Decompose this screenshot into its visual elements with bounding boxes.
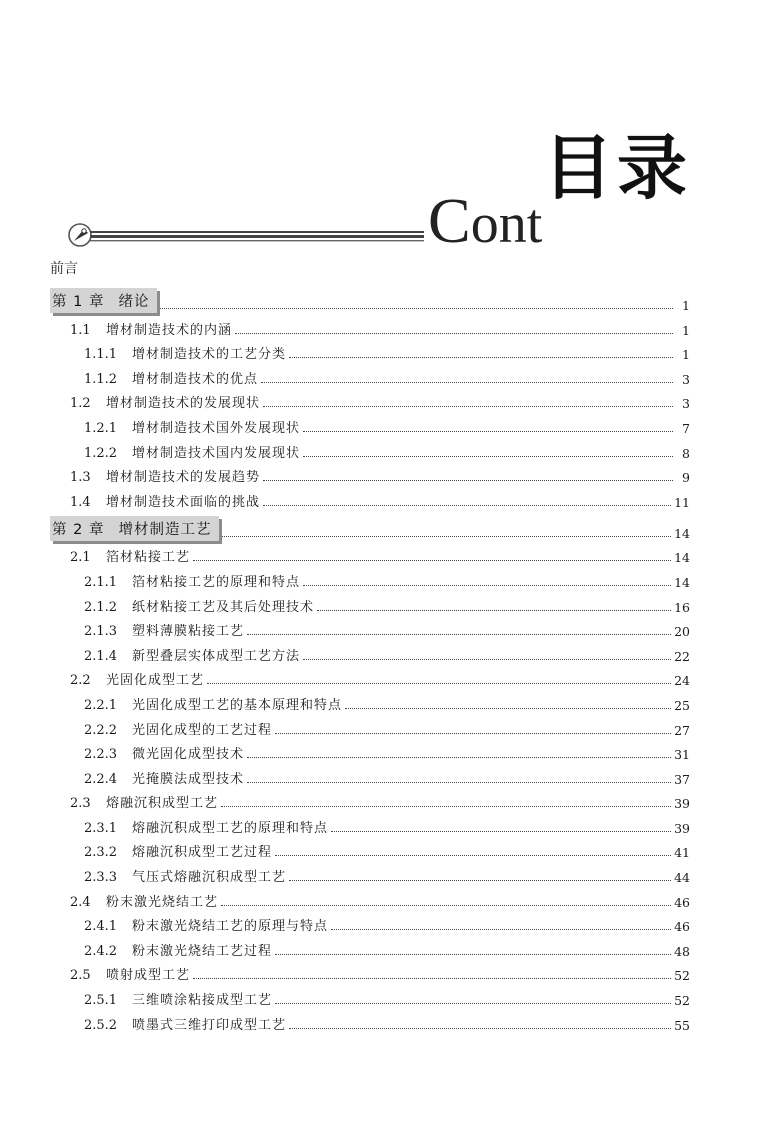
section-number: 1.1.1	[84, 347, 118, 363]
toc-section-row[interactable]	[50, 885, 690, 910]
toc-section-row[interactable]	[50, 787, 690, 812]
section-number: 1.1.2	[84, 371, 118, 387]
dot-leader	[221, 904, 671, 906]
page-number: 3	[682, 371, 690, 387]
page-number: 39	[674, 820, 690, 836]
page-number: 1	[682, 298, 690, 313]
page-number: 3	[682, 396, 690, 412]
chapter-number: 第 2 章	[52, 521, 105, 538]
toc-section-row[interactable]	[50, 664, 690, 689]
section-number: 2.3.3	[84, 870, 118, 886]
section-title: 增材制造技术国外发展现状	[132, 420, 301, 436]
section-number: 2.1.3	[84, 624, 118, 640]
page-number: 14	[674, 525, 690, 541]
toc-section-row[interactable]	[50, 959, 690, 984]
chapter-number: 第 1 章	[52, 294, 105, 310]
page-number: 8	[682, 445, 690, 461]
section-title: 光固化成型工艺的基本原理和特点	[132, 697, 343, 713]
section-number: 2.1.4	[84, 648, 118, 664]
table-of-contents	[50, 258, 690, 1033]
section-title: 增材制造技术面临的挑战	[106, 494, 261, 510]
page-number: 46	[674, 894, 690, 910]
page-number: 39	[674, 796, 690, 812]
toc-section-row[interactable]	[50, 461, 690, 486]
section-title: 喷射成型工艺	[106, 968, 191, 984]
page-number: 25	[674, 697, 690, 713]
page-number: 37	[674, 771, 690, 787]
toc-subsection-row[interactable]	[50, 411, 690, 436]
section-number: 2.2	[70, 673, 91, 689]
section-number: 2.1.1	[84, 574, 118, 590]
section-number: 2.3.2	[84, 845, 118, 861]
section-number: 2.2.2	[84, 722, 118, 738]
chapter-title: 增材制造工艺	[118, 521, 212, 538]
toc-section-row[interactable]	[50, 541, 690, 566]
dot-leader	[235, 332, 673, 334]
page-number: 22	[674, 648, 690, 664]
dot-leader	[289, 879, 671, 881]
dot-leader	[303, 584, 671, 586]
toc-subsection-row[interactable]	[50, 762, 690, 787]
dot-leader	[289, 1027, 671, 1029]
page-number: 27	[674, 722, 690, 738]
toc-subsection-row[interactable]	[50, 565, 690, 590]
dot-leader	[193, 559, 671, 561]
dot-leader	[247, 756, 671, 758]
contents-script-rest: ont	[470, 193, 543, 255]
section-title: 粉末激光烧结工艺的原理与特点	[132, 919, 329, 935]
dot-leader	[263, 405, 673, 407]
page-number: 14	[674, 550, 690, 566]
page-header	[0, 0, 759, 260]
section-number: 2.3.1	[84, 820, 118, 836]
section-title: 塑料薄膜粘接工艺	[132, 624, 245, 640]
page-number: 1	[682, 322, 690, 338]
page-number: 11	[674, 494, 690, 510]
toc-subsection-row[interactable]	[50, 615, 690, 640]
toc-subsection-row[interactable]	[50, 811, 690, 836]
section-number: 2.4.1	[84, 919, 118, 935]
section-number: 2.5.1	[84, 993, 118, 1009]
dot-leader	[221, 805, 671, 807]
dot-leader	[303, 430, 673, 432]
section-number: 2.4.2	[84, 943, 118, 959]
dot-leader	[247, 633, 671, 635]
section-title: 光固化成型的工艺过程	[132, 722, 273, 738]
dot-leader	[331, 830, 671, 832]
dot-leader	[303, 455, 673, 457]
section-title: 纸材粘接工艺及其后处理技术	[132, 599, 315, 615]
section-title: 增材制造技术的优点	[132, 371, 259, 387]
section-title: 粉末激光烧结工艺过程	[132, 943, 273, 959]
section-title: 增材制造技术的发展现状	[106, 396, 261, 412]
dot-leader	[261, 381, 673, 383]
page-number: 41	[674, 845, 690, 861]
dot-leader	[160, 307, 673, 309]
page-number: 52	[674, 968, 690, 984]
section-title: 箔材粘接工艺	[106, 550, 191, 566]
section-number: 2.2.3	[84, 747, 118, 763]
page-number: 7	[682, 420, 690, 436]
toc-subsection-row[interactable]	[50, 934, 690, 959]
section-number: 1.2.1	[84, 420, 118, 436]
dot-leader	[303, 658, 671, 660]
toc-chapter-row[interactable]	[50, 285, 690, 313]
toc-subsection-row[interactable]	[50, 860, 690, 885]
dot-leader	[275, 854, 671, 856]
page-number: 48	[674, 943, 690, 959]
chapter-title: 绪论	[118, 294, 150, 310]
section-title: 增材制造技术的内涵	[106, 322, 233, 338]
section-title: 气压式熔融沉积成型工艺	[132, 870, 287, 886]
page-number: 44	[674, 870, 690, 886]
section-title: 光固化成型工艺	[106, 673, 205, 689]
section-number: 1.3	[70, 470, 91, 486]
page-number: 55	[674, 1017, 690, 1033]
toc-subsection-row[interactable]	[50, 738, 690, 763]
chapter-heading	[50, 288, 157, 313]
toc-subsection-row[interactable]	[50, 639, 690, 664]
dot-leader	[345, 707, 671, 709]
toc-subsection-row[interactable]	[50, 836, 690, 861]
dot-leader	[222, 535, 671, 537]
section-number: 1.2.2	[84, 445, 118, 461]
toc-section-row[interactable]	[50, 387, 690, 412]
section-title: 熔融沉积成型工艺的原理和特点	[132, 820, 329, 836]
section-title: 增材制造技术的发展趋势	[106, 470, 261, 486]
section-title: 熔融沉积成型工艺	[106, 796, 219, 812]
page-number: 16	[674, 599, 690, 615]
page-number: 31	[674, 747, 690, 763]
dot-leader	[193, 977, 671, 979]
page-number: 14	[674, 574, 690, 590]
section-title: 新型叠层实体成型工艺方法	[132, 648, 301, 664]
section-number: 2.1	[70, 550, 91, 566]
page-number: 20	[674, 624, 690, 640]
toc-subsection-row[interactable]	[50, 713, 690, 738]
section-number: 1.4	[70, 494, 91, 510]
section-title: 箔材粘接工艺的原理和特点	[132, 574, 301, 590]
dot-leader	[275, 732, 671, 734]
toc-section-row[interactable]	[50, 313, 690, 338]
section-number: 2.5	[70, 968, 91, 984]
section-title: 三维喷涂粘接成型工艺	[132, 993, 273, 1009]
dot-leader	[207, 682, 671, 684]
toc-preface[interactable]: 前言	[50, 261, 78, 277]
section-title: 增材制造技术国内发展现状	[132, 445, 301, 461]
section-number: 2.5.2	[84, 1017, 118, 1033]
dot-leader	[289, 356, 673, 358]
section-title: 光掩膜法成型技术	[132, 771, 245, 787]
section-number: 2.3	[70, 796, 91, 812]
contents-script-cap: C	[428, 185, 471, 256]
dot-leader	[263, 504, 671, 506]
dot-leader	[275, 1002, 671, 1004]
section-number: 2.2.4	[84, 771, 118, 787]
toc-subsection-row[interactable]	[50, 1008, 690, 1033]
toc-subsection-row[interactable]	[50, 983, 690, 1008]
dot-leader	[317, 609, 671, 611]
page-number: 46	[674, 919, 690, 935]
section-title: 增材制造技术的工艺分类	[132, 347, 287, 363]
toc-subsection-row[interactable]	[50, 362, 690, 387]
page-title: 目录	[543, 127, 691, 209]
toc-section-row[interactable]	[50, 485, 690, 510]
page-number: 9	[682, 470, 690, 486]
page-number: 1	[682, 347, 690, 363]
toc-subsection-row[interactable]	[50, 338, 690, 363]
section-title: 微光固化成型技术	[132, 747, 245, 763]
page-number: 52	[674, 993, 690, 1009]
section-title: 粉末激光烧结工艺	[106, 894, 219, 910]
dot-leader	[331, 928, 671, 930]
dot-leader	[247, 781, 671, 783]
toc-body	[50, 285, 690, 1033]
section-number: 2.2.1	[84, 697, 118, 713]
dot-leader	[263, 479, 673, 481]
section-number: 2.4	[70, 894, 91, 910]
section-title: 熔融沉积成型工艺过程	[132, 845, 273, 861]
toc-subsection-row[interactable]	[50, 688, 690, 713]
toc-subsection-row[interactable]	[50, 910, 690, 935]
toc-subsection-row[interactable]	[50, 590, 690, 615]
dot-leader	[275, 953, 671, 955]
pen-nib-rule-decoration	[66, 220, 426, 250]
contents-script-title	[428, 186, 542, 259]
toc-subsection-row[interactable]	[50, 436, 690, 461]
section-number: 1.2	[70, 396, 91, 412]
section-title: 喷墨式三维打印成型工艺	[132, 1017, 287, 1033]
chapter-heading	[50, 516, 219, 541]
section-number: 2.1.2	[84, 599, 118, 615]
section-number: 1.1	[70, 322, 91, 338]
toc-chapter-row[interactable]	[50, 513, 690, 541]
page-number: 24	[674, 673, 690, 689]
